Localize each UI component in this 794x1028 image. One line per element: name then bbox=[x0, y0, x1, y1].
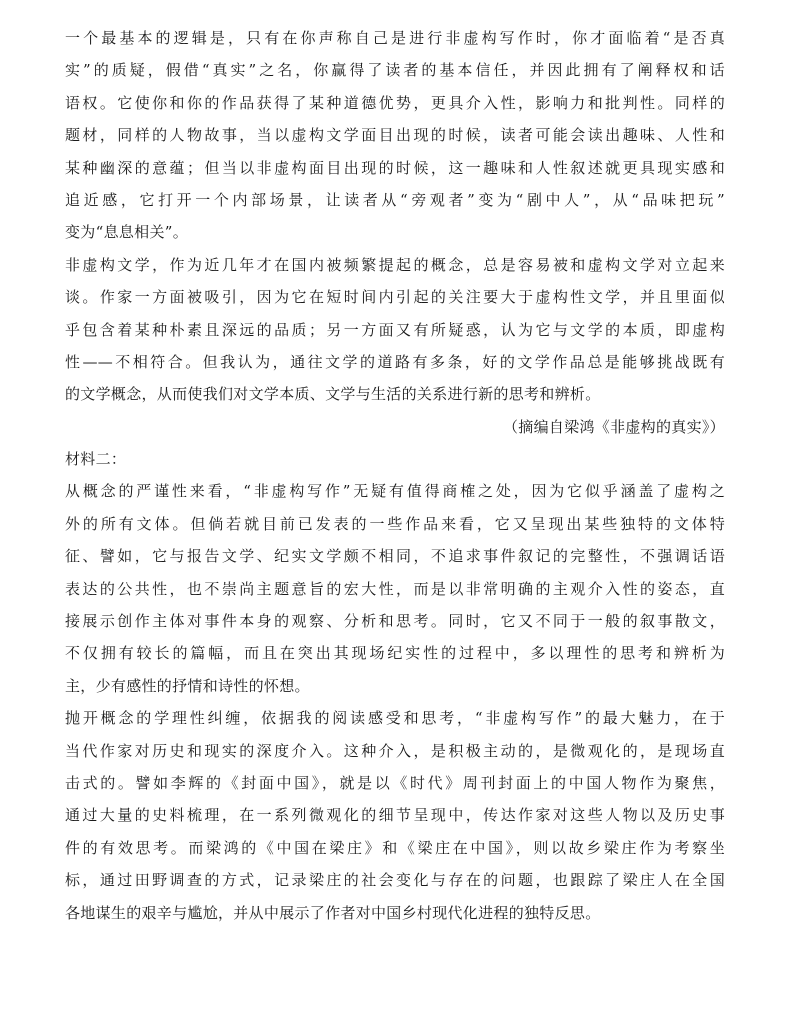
document-page bbox=[65, 22, 725, 929]
text-line: 当代作家对历史和现实的深度介入。这种介入，是积极主动的，是微观化的，是现场直 bbox=[65, 741, 725, 760]
text-line: 抛开概念的学理性纠缠，依据我的阅读感受和思考，“非虚构写作”的最大魅力，在于 bbox=[65, 709, 725, 728]
text-line: 一个最基本的逻辑是，只有在你声称自己是进行非虚构写作时，你才面临着“是否真 bbox=[65, 29, 725, 47]
text-line: 击式的。譬如李辉的《封面中国》，就是以《时代》周刊封面上的中国人物作为聚焦， bbox=[65, 773, 725, 792]
text-line: 接展示创作主体对事件本身的观察、分析和思考。同时，它又不同于一般的叙事散文， bbox=[65, 612, 725, 631]
text-line: 乎包含着某种朴素且深远的品质；另一方面又有所疑惑，认为它与文学的本质，即虚构 bbox=[65, 320, 725, 339]
text-line: 外的所有文体。但倘若就目前已发表的一些作品来看，它又呈现出某些独特的文体特 bbox=[65, 514, 725, 533]
text-line: 主，少有感性的抒情和诗性的怀想。 bbox=[65, 676, 310, 695]
text-line: 各地谋生的艰辛与尴尬，并从中展示了作者对中国乡村现代化进程的独特反思。 bbox=[65, 903, 601, 922]
text-line: 的文学概念，从而使我们对文学本质、文学与生活的关系进行新的思考和辨析。 bbox=[65, 385, 601, 404]
text-line: 表达的公共性，也不崇尚主题意旨的宏大性，而是以非常明确的主观介入性的姿态，直 bbox=[65, 579, 725, 598]
text-line: 征、譬如，它与报告文学、纪实文学颇不相同，不追求事件叙记的完整性，不强调话语 bbox=[65, 547, 725, 566]
text-line: 实”的质疑，假借“真实”之名，你赢得了读者的基本信任，并因此拥有了阐释权和话 bbox=[65, 61, 725, 80]
text-line: 从概念的严谨性来看，“非虚构写作”无疑有值得商榷之处，因为它似乎涵盖了虚构之 bbox=[65, 482, 725, 501]
text-line: 件的有效思考。而梁鸿的《中国在梁庄》和《梁庄在中国》，则以故乡梁庄作为考察坐 bbox=[65, 838, 725, 857]
text-line: 不仅拥有较长的篇幅，而且在突出其现场纪实性的过程中，多以理性的思考和辨析为 bbox=[65, 644, 725, 663]
text-line: 某种幽深的意蕴；但当以非虚构面目出现的时候，这一趣味和人性叙述就更具现实感和 bbox=[65, 158, 725, 177]
section-heading: 材料二： bbox=[65, 450, 127, 469]
text-line: 谈。作家一方面被吸引，因为它在短时间内引起的关注要大于虚构性文学，并且里面似 bbox=[65, 288, 725, 307]
text-line: 题材，同样的人物故事，当以虚构文学面目出现的时候，读者可能会读出趣味、人性和 bbox=[65, 126, 725, 145]
text-line: 性——不相符合。但我认为，通往文学的道路有多条，好的文学作品总是能够挑战既有 bbox=[65, 352, 725, 371]
text-line: 变为“息息相关”。 bbox=[65, 223, 189, 242]
text-line: 标，通过田野调查的方式，记录梁庄的社会变化与存在的问题，也跟踪了梁庄人在全国 bbox=[65, 871, 725, 890]
text-line: 语权。它使你和你的作品获得了某种道德优势，更具介入性，影响力和批判性。同样的 bbox=[65, 93, 725, 112]
source-citation: （摘编自梁鸿《非虚构的真实》） bbox=[502, 417, 725, 436]
text-line: 非虚构文学，作为近几年才在国内被频繁提起的概念，总是容易被和虚构文学对立起来 bbox=[65, 255, 725, 274]
text-line: 追近感，它打开一个内部场景，让读者从“旁观者”变为“剧中人”，从“品味把玩” bbox=[65, 190, 725, 209]
text-line: 通过大量的史料梳理，在一系列微观化的细节呈现中，传达作家对这些人物以及历史事 bbox=[65, 806, 725, 825]
